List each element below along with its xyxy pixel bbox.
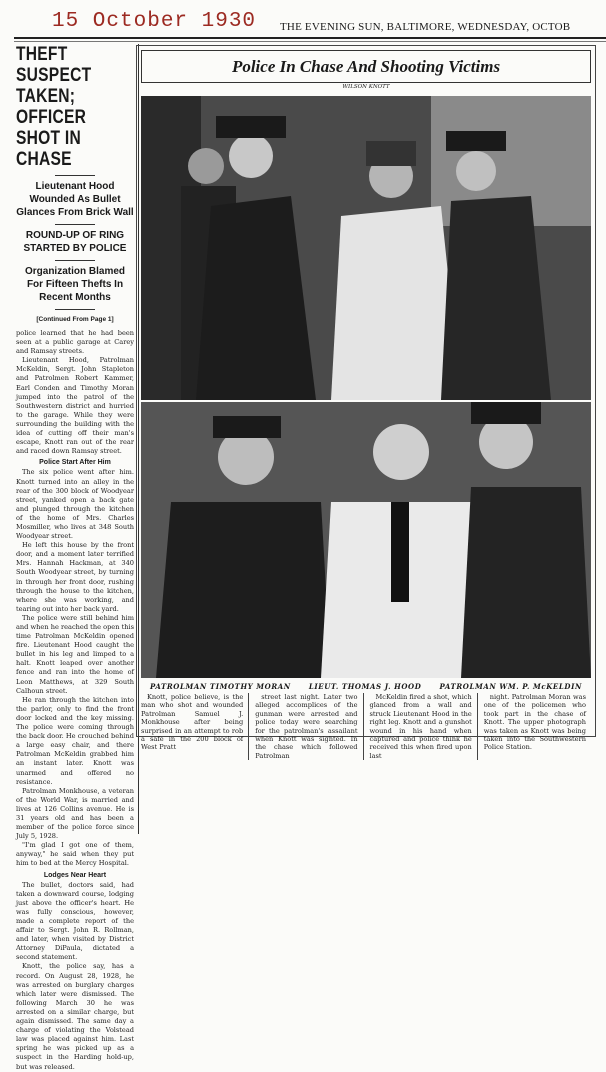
subheadline: Lieutenant Hood Wounded As Bullet Glances From Brick Wall <box>16 181 134 218</box>
section-heading: Lodges Near Heart <box>43 871 107 879</box>
photo-feature <box>136 45 596 760</box>
article-body <box>16 329 134 1072</box>
headline-line: SHOT IN CHASE <box>16 127 81 170</box>
photo-captions <box>141 682 591 691</box>
continued-note: [Continued From Page 1] <box>36 316 114 323</box>
paragraph: Knott, the police say, has a record. On August 28, 1928, he was arrested on burglary charges which later were dismissed. The following March 30 he was arrested on a similar charge, but again dismissed. The same day a charge of violating the Volstead law was placed against him. Last spring he was picked up as a suspect in the Harding hold-up, but was released. <box>16 962 134 1071</box>
paragraph: Patrolman Monkhouse, a veteran of the World War, is married and lives at 126 Collins avenue. He is 31 years old and has been a member of the police force since July 5, 1928. <box>16 786 134 841</box>
divider <box>55 224 95 225</box>
paragraph: police learned that he had been seen at a public garage at Carey and Ramsay streets. <box>16 329 134 356</box>
divider <box>55 175 95 176</box>
paragraph: night. Patrolman Moran was one of the policemen who took part in the chase of Knott. The upper photograph was taken as Knott was being taken into the Southwestern Police Station. <box>483 693 586 752</box>
photo-title: Police In Chase And Shooting Victims <box>141 50 591 83</box>
caption: LIEUT. THOMAS J. HOOD <box>308 682 422 691</box>
date-stamp: 15 October 1930 <box>52 10 257 33</box>
caption: PATROLMAN TIMOTHY MORAN <box>150 682 291 691</box>
paragraph: He ran through the kitchen into the parlor, only to find the front door locked and the key missing. The police were coming through the back door. He crouched behind a large easy chair, and there Patrolman McKeldin grabbed him an instant later. Knott was unarmed and offered no resistance. <box>16 695 134 786</box>
upper-photograph <box>141 96 591 400</box>
divider <box>55 260 95 261</box>
paragraph: The bullet, doctors said, had taken a downward course, lodging just above the officer's heart. He was fully conscious, however, made a complete report of the affair to Sergt. John R. Rollman, and later, when visited by District Attorney DiPaula, dictated a second statement. <box>16 880 134 962</box>
paragraph: "I'm glad I got one of them, anyway," he said when they put him to bed at the Mercy Hospital. <box>16 841 134 868</box>
headline-line: THEFT SUSPECT <box>16 43 92 86</box>
paragraph: The six police went after him. Knott turned into an alley in the rear of the 300 block of Woodyear street, yanked open a back gate and plunged through the kitchen of the home of Mrs. Charles Mosmiller, who lives at 348 South Woodyear street. <box>16 468 134 541</box>
officers-photo-image <box>141 402 591 678</box>
paragraph: Knott, police believe, is the man who shot and wounded Patrolman Samuel J. Monkhouse after being surprised in an attempt to rob a safe in the 200 block of West Pratt <box>141 693 249 760</box>
caption: PATROLMAN WM. P. McKELDIN <box>439 682 582 691</box>
paragraph: McKeldin fired a shot, which glanced from a wall and struck Lieutenant Hood in the right leg. Knott and a gunshot wound in his hand when captured and police think he received this when fired upon last <box>370 693 478 760</box>
paragraph: Lieutenant Hood, Patrolman McKeldin, Sergt. John Stapleton and Patrolmen Robert Kammer, Earl Conden and Timothy Moran jumped into the patrol of the Southwestern district and hurried to the garage. While they were surrounding the building with the idea of cutting off their man's escape, Knott ran out of the rear and raced down Ramsay street. <box>16 356 134 456</box>
masthead: THE EVENING SUN, BALTIMORE, WEDNESDAY, OCTOB <box>280 21 571 33</box>
headline-line: TAKEN; OFFICER <box>16 85 87 128</box>
lower-photograph <box>141 402 591 678</box>
photo-story <box>141 693 591 760</box>
divider <box>14 37 606 39</box>
subheadline: Organization Blamed For Fifteen Thefts In Recent Months <box>24 266 125 303</box>
paragraph: The police were still behind him and when he reached the open this time Patrolman McKeldin opened fire. Lieutenant Hood caught the bullet in his leg and limped to a halt. Knott leaped over another fence and ran into the home of Leon Matthews, at 329 South Calhoun street. <box>16 613 134 695</box>
arrest-photo-image <box>141 96 591 400</box>
headline <box>16 44 136 170</box>
divider <box>55 309 95 310</box>
photo-credit: WILSON KNOTT <box>342 84 390 90</box>
paragraph: He left this house by the front door, and a moment later terrified Mrs. Hannah Hackman, at 340 South Woodyear street, by turning in through her front door, rushing through the house to the kitchen, where she was working, and tearing out into her back yard. <box>16 541 134 613</box>
divider <box>14 41 606 42</box>
subheadline: ROUND-UP OF RING STARTED BY POLICE <box>23 230 127 254</box>
paragraph: street last night. Later two alleged accomplices of the gunman were arrested and police today were searching for the patrolman's assailant when Knott was sighted. In the chase which followed Patrolman <box>255 693 363 760</box>
article-column <box>16 43 139 1071</box>
section-heading: Police Start After Him <box>39 459 111 467</box>
